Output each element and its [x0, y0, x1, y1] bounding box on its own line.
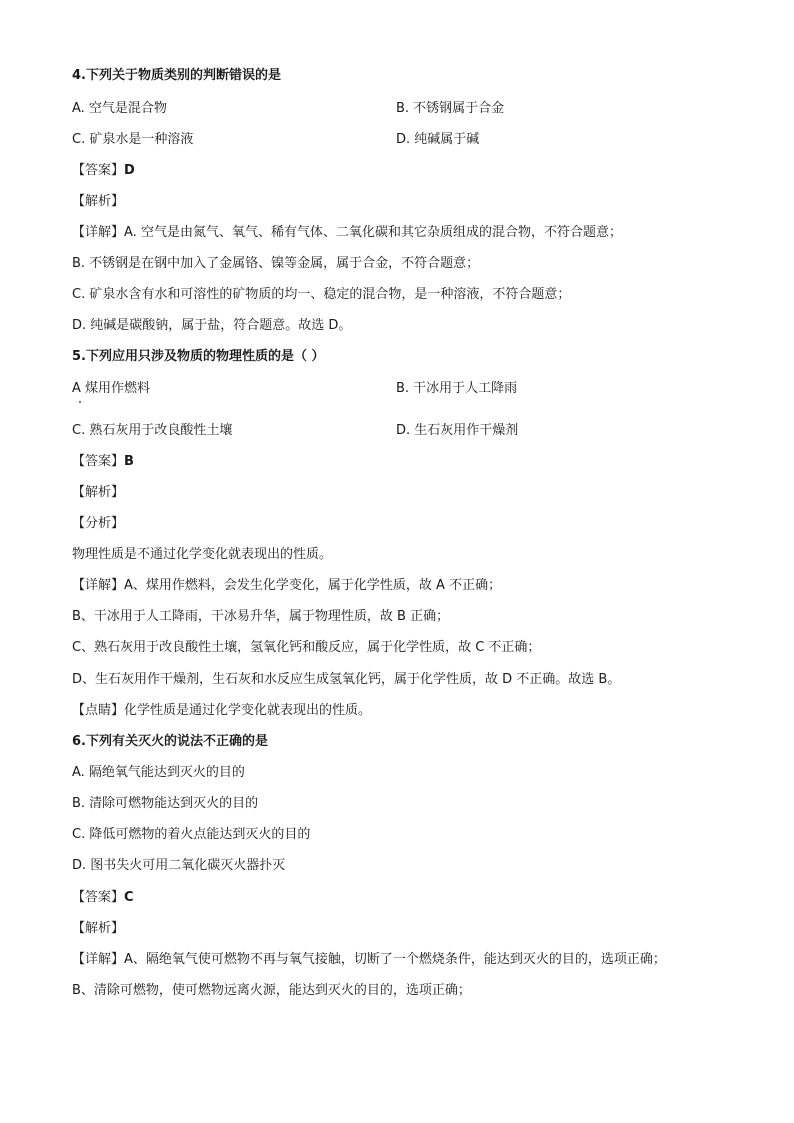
q4-detail-row [72, 225, 622, 241]
q4-option-c: C. 矿泉水是一种溶液 [72, 132, 194, 147]
q4-option-b: B. 不锈钢属于合金 [396, 101, 505, 116]
answer-value: C [124, 890, 134, 905]
answer-label: 【答案】 [72, 163, 125, 178]
detail-text: A、隔绝氧气使可燃物不再与氧气接触，切断了一个燃烧条件，能达到灭火的目的，选项正确； [124, 952, 666, 967]
detail-label: 【详解】 [72, 952, 125, 967]
q5-fenxi-text: 物理性质是不通过化学变化就表现出的性质。 [72, 547, 333, 562]
q6-answer-row [72, 890, 134, 906]
q6-analysis-label: 【解析】 [72, 921, 125, 936]
q5-option-a: A 煤用作燃料 [72, 381, 151, 396]
stray-dot-mark [79, 401, 81, 403]
question-5-title: 5.下列应用只涉及物质的物理性质的是（ ） [72, 349, 325, 364]
dianjing-label: 【点睛】 [72, 703, 125, 718]
detail-label: 【详解】 [72, 578, 125, 593]
detail-text: A. 空气是由氮气、氧气、稀有气体、二氧化碳和其它杂质组成的混合物，不符合题意； [124, 225, 622, 240]
q6-option-d: D. 图书失火可用二氧化碳灭火器扑灭 [72, 858, 286, 873]
q4-option-a: A. 空气是混合物 [72, 101, 167, 116]
q4-detail-line: D. 纯碱是碳酸钠，属于盐，符合题意。故选 D。 [72, 318, 352, 333]
q5-detail-line: D、生石灰用作干燥剂，生石灰和水反应生成氢氧化钙，属于化学性质，故 D 不正确。故选 B。 [72, 672, 621, 687]
q6-option-a: A. 隔绝氧气能达到灭火的目的 [72, 765, 245, 780]
q5-option-d: D. 生石灰用作干燥剂 [396, 423, 519, 438]
q4-option-d: D. 纯碱属于碱 [396, 132, 480, 147]
answer-label: 【答案】 [72, 454, 125, 469]
answer-value: D [124, 163, 135, 178]
detail-text: A、煤用作燃料，会发生化学变化，属于化学性质，故 A 不正确； [124, 578, 502, 593]
q6-option-c: C. 降低可燃物的着火点能达到灭火的目的 [72, 827, 311, 842]
question-4-title: 4.下列关于物质类别的判断错误的是 [72, 68, 281, 83]
answer-value: B [124, 454, 134, 469]
q4-analysis-label: 【解析】 [72, 194, 125, 209]
q4-answer-row [72, 163, 135, 179]
q5-fenxi-label: 【分析】 [72, 516, 125, 531]
q6-detail-row [72, 952, 666, 968]
q5-detail-line: C、熟石灰用于改良酸性土壤，氢氧化钙和酸反应，属于化学性质，故 C 不正确； [72, 640, 541, 655]
q5-option-c: C. 熟石灰用于改良酸性土壤 [72, 423, 233, 438]
q5-detail-row [72, 578, 501, 594]
q6-detail-line: B、清除可燃物，使可燃物远离火源，能达到灭火的目的，选项正确； [72, 983, 471, 998]
q5-detail-line: B、干冰用于人工降雨，干冰易升华，属于物理性质，故 B 正确； [72, 609, 450, 624]
q5-dianjing-row [72, 703, 371, 719]
detail-label: 【详解】 [72, 225, 125, 240]
q6-option-b: B. 清除可燃物能达到灭火的目的 [72, 796, 259, 811]
q4-detail-line: B. 不锈钢是在钢中加入了金属铬、镍等金属，属于合金，不符合题意； [72, 256, 480, 271]
question-6-title: 6.下列有关灭火的说法不正确的是 [72, 734, 268, 749]
q5-analysis-label: 【解析】 [72, 485, 125, 500]
q4-detail-line: C. 矿泉水含有水和可溶性的矿物质的均一、稳定的混合物，是一种溶液，不符合题意； [72, 287, 571, 302]
answer-label: 【答案】 [72, 890, 125, 905]
q5-option-b: B. 干冰用于人工降雨 [396, 381, 518, 396]
dianjing-text: 化学性质是通过化学变化就表现出的性质。 [124, 703, 372, 718]
q5-answer-row [72, 454, 134, 470]
